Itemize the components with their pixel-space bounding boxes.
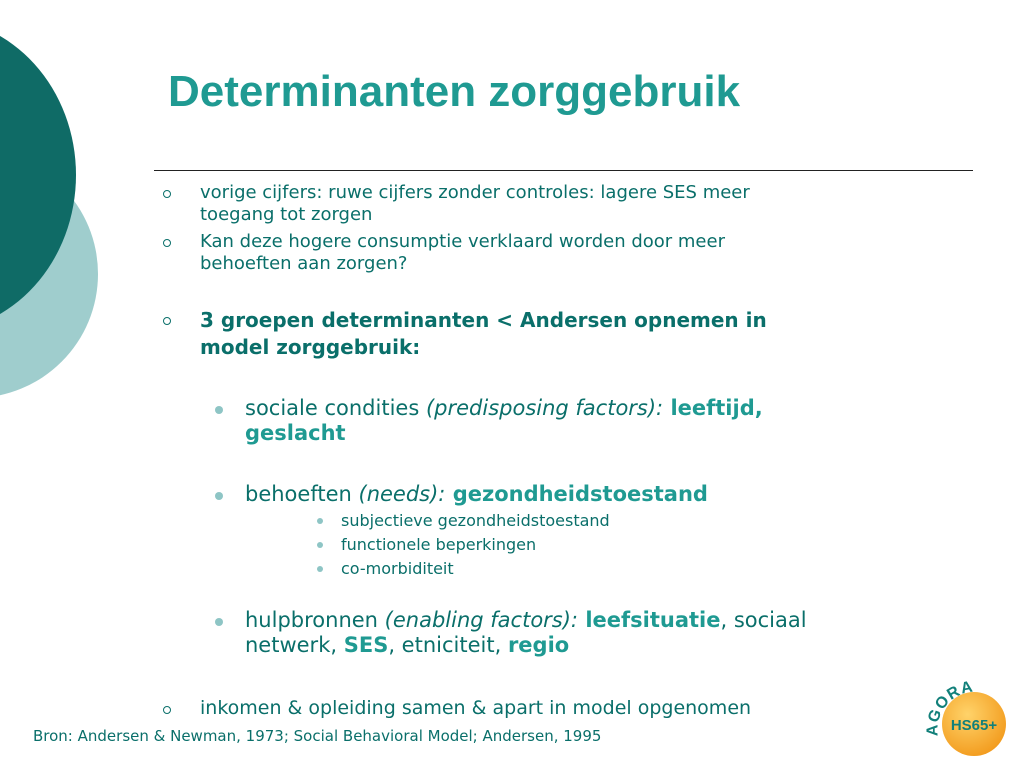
group-label: sociale condities xyxy=(245,396,426,420)
hollow-circle-icon xyxy=(163,190,171,198)
group-keyword: SES xyxy=(343,633,389,657)
group-keyword: leefsituatie xyxy=(578,608,721,632)
group-keyword: leeftijd, xyxy=(663,396,763,420)
group-label: behoeften xyxy=(245,482,359,506)
group-keyword: gezondheidstoestand xyxy=(445,482,708,506)
group-text-line1 xyxy=(245,608,807,633)
logo-badge-text: HS65+ xyxy=(950,717,998,734)
agora-hs65-logo xyxy=(918,674,1018,768)
filled-dot-icon xyxy=(215,406,223,414)
bullet-text-line2: behoeften aan zorgen? xyxy=(200,253,408,274)
group-text-line1 xyxy=(245,482,708,507)
bullet-text: inkomen & opleiding samen & apart in model opgenomen xyxy=(200,697,752,719)
filled-dot-icon xyxy=(215,492,223,500)
group-text-line2: geslacht xyxy=(245,421,346,445)
group-factor-type: (enabling factors): xyxy=(384,608,579,632)
group-keyword: regio xyxy=(507,633,570,657)
filled-dot-icon xyxy=(317,518,323,524)
bullet-text-line1: vorige cijfers: ruwe cijfers zonder controles: lagere SES meer xyxy=(200,182,750,203)
bullet-text-line2: model zorggebruik: xyxy=(200,335,421,359)
bullet-text-line1: Kan deze hogere consumptie verklaard worden door meer xyxy=(200,231,725,252)
group-text-part: , etniciteit, xyxy=(388,633,508,657)
group-rest: , sociaal xyxy=(720,608,807,632)
hollow-circle-icon xyxy=(163,239,171,247)
filled-dot-icon xyxy=(317,566,323,572)
group-text-line2 xyxy=(245,633,569,658)
sub-item-text: functionele beperkingen xyxy=(341,535,537,554)
hollow-circle-icon xyxy=(163,317,171,325)
group-factor-type: (needs): xyxy=(358,482,446,506)
bullet-text-line2: toegang tot zorgen xyxy=(200,204,373,225)
slide-title: Determinanten zorggebruik xyxy=(168,67,741,116)
sub-item-text: subjectieve gezondheidstoestand xyxy=(341,511,610,530)
sub-item-text: co-morbiditeit xyxy=(341,559,454,578)
filled-dot-icon xyxy=(215,618,223,626)
group-factor-type: (predisposing factors): xyxy=(425,396,664,420)
filled-dot-icon xyxy=(317,542,323,548)
group-text-part: netwerk, xyxy=(245,633,344,657)
hollow-circle-icon xyxy=(163,706,171,714)
group-text-line1 xyxy=(245,396,763,421)
logo-arc-text: AGORA xyxy=(924,678,976,737)
bullet-text-line1: 3 groepen determinanten < Andersen opnemen in xyxy=(200,308,767,332)
source-citation: Bron: Andersen & Newman, 1973; Social Behavioral Model; Andersen, 1995 xyxy=(33,727,602,745)
group-label: hulpbronnen xyxy=(245,608,385,632)
